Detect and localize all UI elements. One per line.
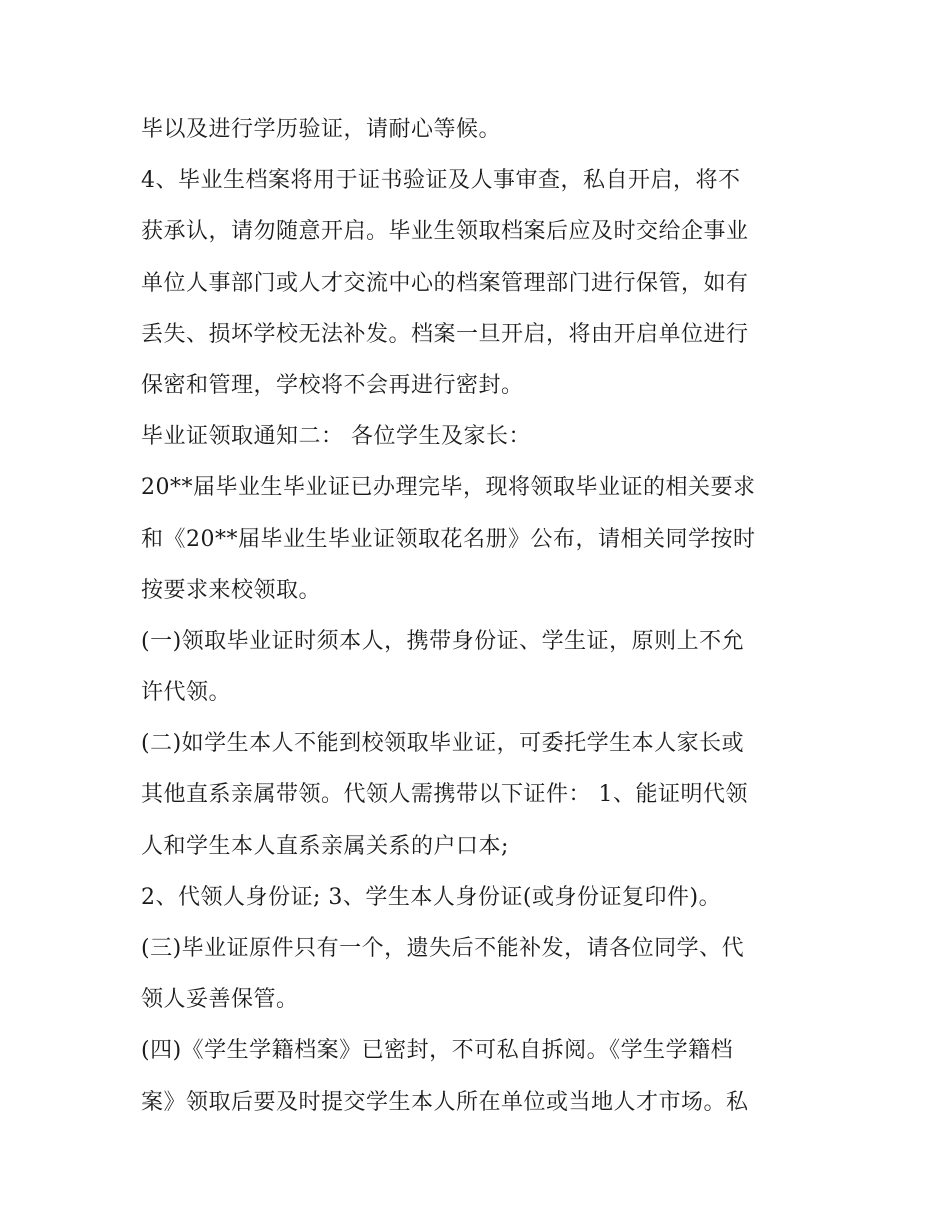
text-line: 20**届毕业生毕业证已办理完毕，现将领取毕业证的相关要求 (141, 475, 756, 501)
text-line: 许代领。 (141, 680, 232, 706)
text-line: 按要求来校领取。 (141, 577, 322, 603)
text-line: 2、代领人身份证; 3、学生本人身份证(或身份证复印件)。 (141, 884, 722, 910)
text-line: 和《20**届毕业生毕业证领取花名册》公布，请相关同学按时 (141, 526, 756, 552)
text-line: 人和学生本人直系亲属关系的户口本; (141, 833, 509, 859)
text-line: (三)毕业证原件只有一个，遗失后不能补发，请各位同学、代 (141, 936, 745, 961)
text-line: 单位人事部门或人才交流中心的档案管理部门进行保管，如有 (141, 270, 749, 296)
text-line: 保密和管理，学校将不会再进行密封。 (141, 372, 524, 398)
text-line: 丢失、损坏学校无法补发。档案一旦开启，将由开启单位进行 (141, 321, 749, 347)
text-line: (二)如学生本人不能到校领取毕业证，可委托学生本人家长或 (141, 731, 745, 757)
text-line: 获承认，请勿随意开启。毕业生领取档案后应及时交给企事业 (141, 219, 749, 245)
text-line: (一)领取毕业证时须本人，携带身份证、学生证，原则上不允 (141, 628, 745, 654)
text-line: 领人妥善保管。 (141, 987, 299, 1013)
document-body (141, 104, 821, 1128)
text-line: 其他直系亲属带领。代领人需携带以下证件： 1、能证明代领 (141, 782, 748, 808)
section-heading: 毕业证领取通知二： 各位学生及家长： (141, 424, 531, 450)
text-line: 案》领取后要及时提交学生本人所在单位或当地人才市场。私 (141, 1089, 749, 1115)
text-line: 4、毕业生档案将用于证书验证及人事审查，私自开启，将不 (141, 168, 741, 194)
text-line: (四)《学生学籍档案》已密封，不可私自拆阅。《学生学籍档 (141, 1038, 734, 1064)
text-line: 毕以及进行学历验证，请耐心等候。 (141, 117, 502, 142)
